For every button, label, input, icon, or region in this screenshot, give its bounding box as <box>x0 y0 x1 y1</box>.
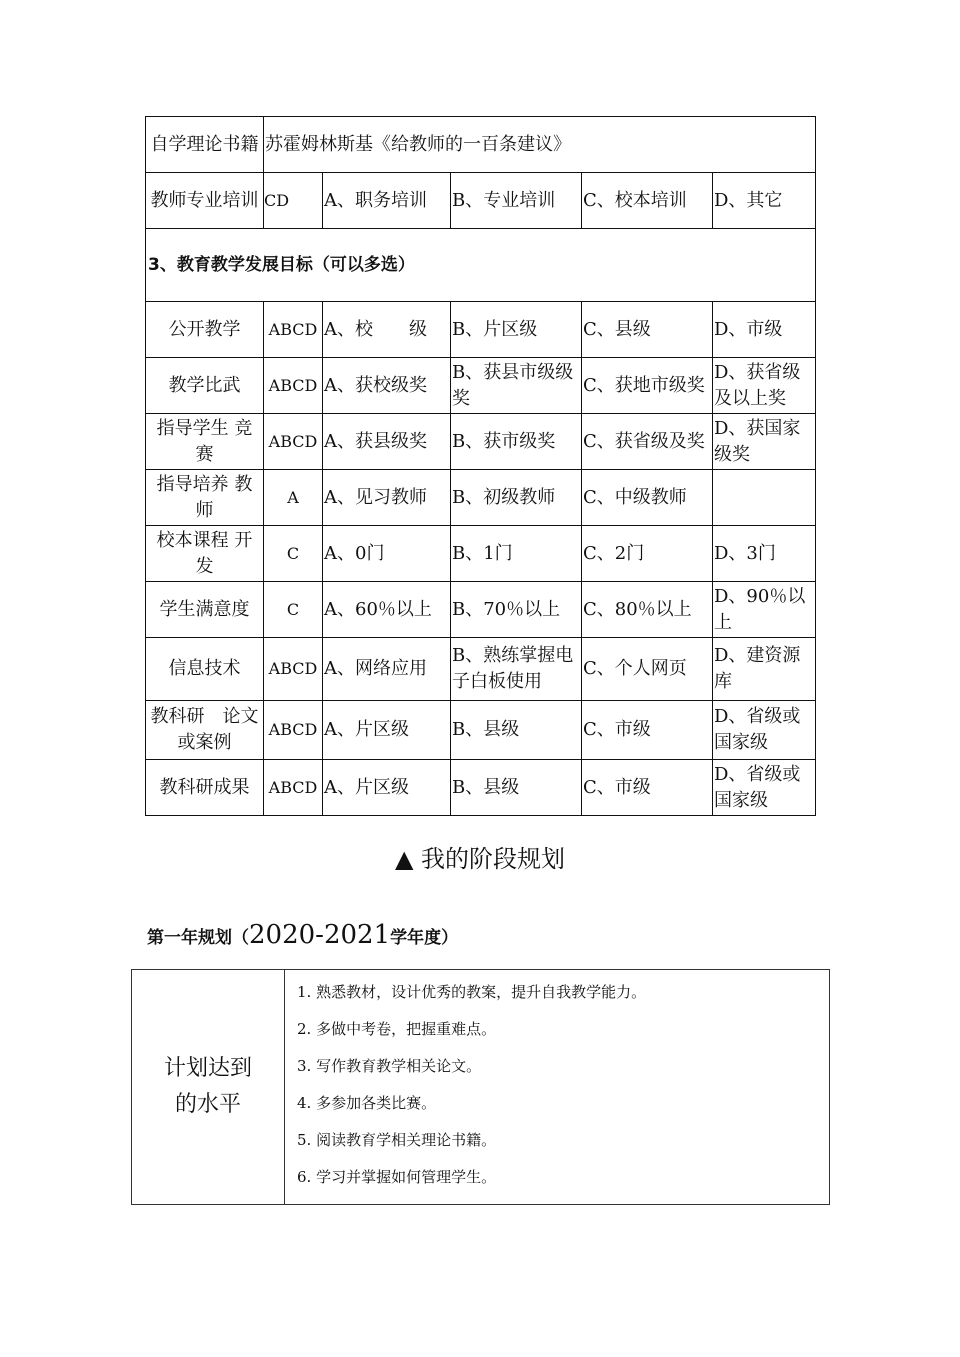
goal-label: 指导培养 教师 <box>146 470 264 526</box>
year-plan-table <box>131 969 830 1205</box>
goal-option: B、县级 <box>451 760 582 816</box>
goal-option: D、省级或国家级 <box>713 701 816 760</box>
goal-option: D、获省级及以上奖 <box>713 358 816 414</box>
goal-row <box>146 760 816 816</box>
goal-option: C、县级 <box>582 302 713 358</box>
goal-option: C、获省级及奖 <box>582 414 713 470</box>
goal-label: 教科研成果 <box>146 760 264 816</box>
goal-selected: ABCD <box>264 358 323 414</box>
training-selected: CD <box>264 173 323 229</box>
training-option-b: B、专业培训 <box>451 173 582 229</box>
goal-option: A、获县级奖 <box>323 414 451 470</box>
goal-label: 教学比武 <box>146 358 264 414</box>
goal-option: B、熟练掌握电子白板使用 <box>451 638 582 701</box>
goal-label: 信息技术 <box>146 638 264 701</box>
goal-label: 教科研 论文或案例 <box>146 701 264 760</box>
training-row <box>146 173 816 229</box>
goal-option: D、90％以上 <box>713 582 816 638</box>
goal-label: 校本课程 开发 <box>146 526 264 582</box>
study-row <box>146 117 816 173</box>
goal-row <box>146 701 816 760</box>
goal-selected: C <box>264 582 323 638</box>
goal-label: 学生满意度 <box>146 582 264 638</box>
goal-option: D、3门 <box>713 526 816 582</box>
year-title-prefix: 第一年规划（ <box>147 928 249 948</box>
goal-label: 公开教学 <box>146 302 264 358</box>
development-goals-table <box>145 116 816 816</box>
goal-option <box>713 470 816 526</box>
goal-row <box>146 470 816 526</box>
study-label: 自学理论书籍 <box>146 117 264 173</box>
training-label: 教师专业培训 <box>146 173 264 229</box>
goal-option: B、初级教师 <box>451 470 582 526</box>
goal-option: C、2门 <box>582 526 713 582</box>
goal-option: B、获市级奖 <box>451 414 582 470</box>
goal-option: D、建资源库 <box>713 638 816 701</box>
goal-option: B、70％以上 <box>451 582 582 638</box>
plan-item: 2. 多做中考卷，把握重难点。 <box>297 1020 497 1038</box>
training-option-a: A、职务培训 <box>323 173 451 229</box>
year-range: 2020-2021 <box>249 920 391 950</box>
goal-option: C、市级 <box>582 760 713 816</box>
goal-option: A、获校级奖 <box>323 358 451 414</box>
goal-option: C、个人网页 <box>582 638 713 701</box>
goal-option: B、片区级 <box>451 302 582 358</box>
goal-label: 指导学生 竞赛 <box>146 414 264 470</box>
goal-option: C、80％以上 <box>582 582 713 638</box>
goal-option: D、获国家级奖 <box>713 414 816 470</box>
goal-selected: A <box>264 470 323 526</box>
plan-level-label: 计划达到的水平 <box>132 970 285 1205</box>
goal-option: C、中级教师 <box>582 470 713 526</box>
goal-option: B、县级 <box>451 701 582 760</box>
goal-option: D、市级 <box>713 302 816 358</box>
training-option-c: C、校本培训 <box>582 173 713 229</box>
goal-option: A、片区级 <box>323 701 451 760</box>
goal-selected: ABCD <box>264 302 323 358</box>
training-option-d: D、其它 <box>713 173 816 229</box>
goal-option: A、片区级 <box>323 760 451 816</box>
plan-item: 3. 写作教育教学相关论文。 <box>297 1057 482 1075</box>
goal-row <box>146 582 816 638</box>
goal-option: B、获县市级级奖 <box>451 358 582 414</box>
stage-plan-title: ▲ 我的阶段规划 <box>394 845 566 873</box>
plan-item: 1. 熟悉教材，设计优秀的教案，提升自我教学能力。 <box>297 983 647 1001</box>
goal-row <box>146 414 816 470</box>
plan-item: 5. 阅读教育学相关理论书籍。 <box>297 1131 497 1149</box>
goal-selected: ABCD <box>264 701 323 760</box>
goal-row <box>146 302 816 358</box>
study-book: 苏霍姆林斯基《给教师的一百条建议》 <box>264 117 816 173</box>
goal-selected: ABCD <box>264 638 323 701</box>
plan-item: 4. 多参加各类比赛。 <box>297 1094 437 1112</box>
goal-option: C、市级 <box>582 701 713 760</box>
goal-option: A、0门 <box>323 526 451 582</box>
goal-option: A、60％以上 <box>323 582 451 638</box>
plan-item: 6. 学习并掌握如何管理学生。 <box>297 1168 497 1186</box>
goal-selected: ABCD <box>264 760 323 816</box>
plan-items-list <box>285 970 829 1204</box>
goal-option: A、校 级 <box>323 302 451 358</box>
goal-option: C、获地市级奖 <box>582 358 713 414</box>
plan-items-cell <box>285 970 830 1205</box>
year-title-suffix: 学年度） <box>390 928 459 948</box>
goal-row <box>146 358 816 414</box>
goal-option: B、1门 <box>451 526 582 582</box>
goal-selected: C <box>264 526 323 582</box>
section-heading-row <box>146 229 816 302</box>
goal-option: D、省级或国家级 <box>713 760 816 816</box>
goal-row <box>146 526 816 582</box>
goal-option: A、网络应用 <box>323 638 451 701</box>
goal-selected: ABCD <box>264 414 323 470</box>
year-plan-title <box>147 918 458 955</box>
goal-row <box>146 638 816 701</box>
section3-heading: 3、教育教学发展目标（可以多选） <box>146 229 816 302</box>
goal-option: A、见习教师 <box>323 470 451 526</box>
